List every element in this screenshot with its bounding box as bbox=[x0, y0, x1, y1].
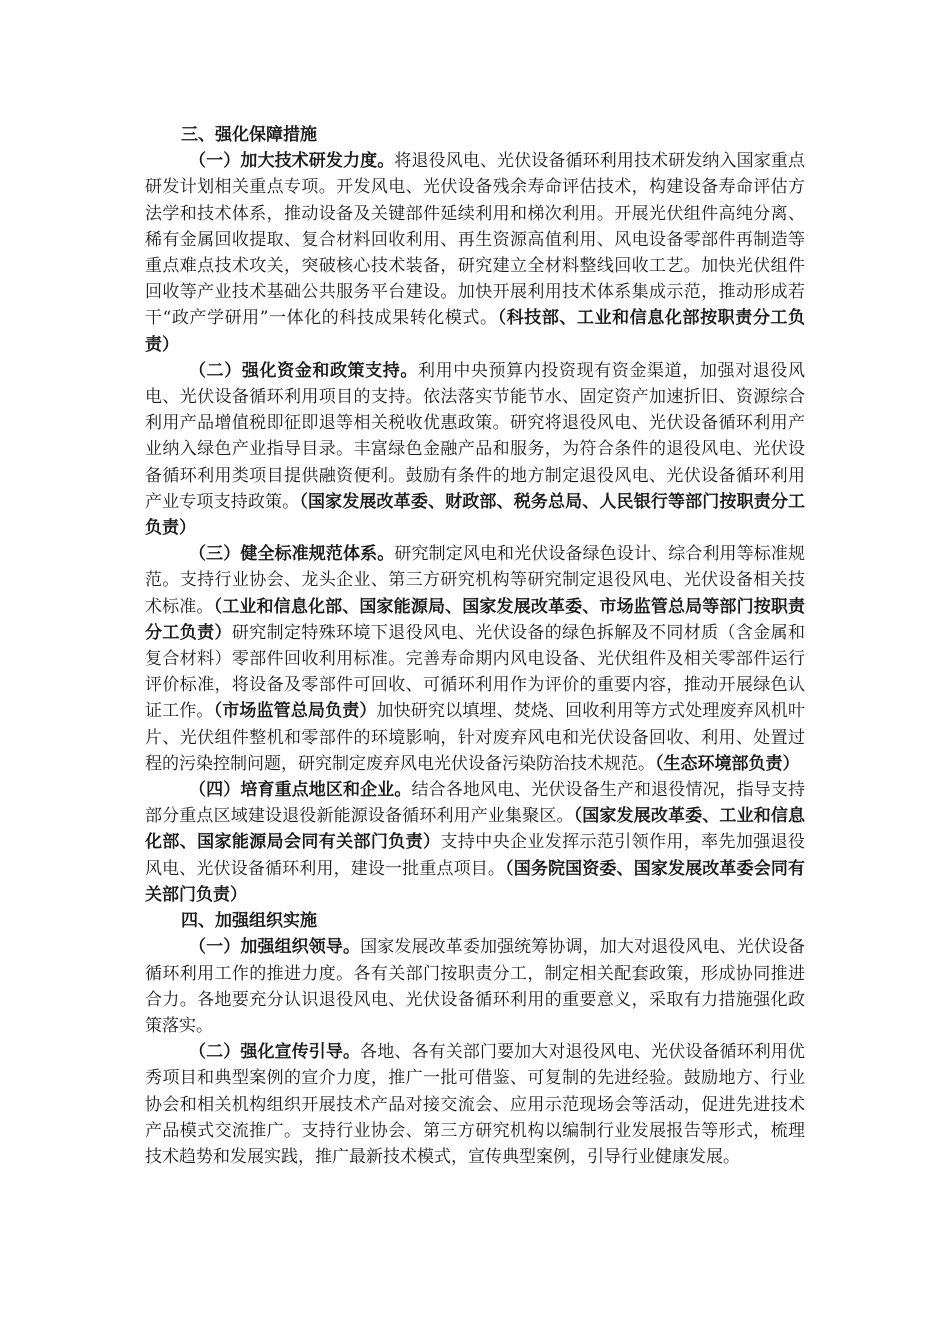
paragraph-lead: （一）加强组织领导。 bbox=[189, 937, 361, 958]
section-heading-3: 三、强化保障措施 bbox=[181, 125, 317, 145]
paragraph-publicity bbox=[145, 1039, 805, 1170]
paragraph-text: 支持中央企业发挥示范引领作用，率先加强退役风电、光伏设备循环利用，建设一批重点项目。 bbox=[145, 832, 806, 879]
paragraph-text: 研究制定风电和光伏设备绿色设计、综合利用等标准规范。支持行业协会、龙头企业、第三方研究机构等研究制定退役风电、光伏设备相关技术标准。 bbox=[145, 544, 806, 617]
paragraph-text: 加快研究以填埋、焚烧、回收利用等方式处理废弃风机叶片、光伏组件整机和零部件的环境影响，针对废弃风电和光伏设备回收、利用、处置过程的污染控制问题，研究制定废弃风电光伏设备污染防治技术规范。 bbox=[145, 701, 806, 774]
paragraph-text: 将退役风电、光伏设备循环利用技术研发纳入国家重点研发计划相关重点专项。开发风电、光伏设备残余寿命评估技术，构建设备寿命评估方法学和技术体系，推动设备及关键部件延续利用和梯次利用。开展光伏组件高纯分离、稀有金属回收提取、复合材料回收利用、再生资源高值利用、风电设备零部件再制造等重点难点技术攻关，突破核心技术装备，研究建立全材料整线回收工艺。加快光伏组件回收等产业技术基础公共服务平台建设。加快开展利用技术体系集成示范，推动形成若干“政产学研用”一体化的科技成果转化模式。 bbox=[145, 151, 806, 329]
paragraph-lead: （二）强化宣传引导。 bbox=[189, 1042, 361, 1063]
paragraph-key-regions bbox=[145, 777, 805, 908]
paragraph-text: 结合各地风电、光伏设备生产和退役情况，指导支持部分重点区域建设退役新能源设备循环利用产业集聚区。 bbox=[145, 780, 806, 827]
paragraph-lead: （二）强化资金和政策支持。 bbox=[189, 360, 419, 381]
paragraph-standards bbox=[145, 541, 805, 777]
paragraph-organization bbox=[145, 934, 805, 1039]
paragraph-lead: （一）加大技术研发力度。 bbox=[189, 151, 395, 172]
section-heading-4: 四、加强组织实施 bbox=[181, 911, 317, 932]
responsibility-note: （国家发展改革委、工业和信息化部、国家能源局会同有关部门负责） bbox=[145, 806, 806, 853]
responsibility-note: （国家发展改革委、财政部、税务总局、人民银行等部门按职责分工负责） bbox=[145, 491, 806, 539]
paragraph-tech-rd bbox=[145, 148, 805, 358]
paragraph-text: 各地、各有关部门要加大对退役风电、光伏设备循环利用优秀项目和典型案例的宣介力度，推广一批可借鉴、可复制的先进经验。鼓励地方、行业协会和相关机构组织开展技术产品对接交流会、应用示范现场会等活动，促进先进技术产品模式交流推广。支持行业协会、第三方研究机构以编制行业发展报告等形式，梳理技术趋势和发展实践，推广最新技术模式，宣传典型案例，引导行业健康发展。 bbox=[145, 1042, 806, 1167]
paragraph-lead: （四）培育重点地区和企业。 bbox=[189, 780, 412, 801]
paragraph-funding bbox=[145, 358, 805, 541]
responsibility-note: （市场监管总局负责） bbox=[213, 701, 377, 722]
paragraph-text: 利用中央预算内投资现有资金渠道，加强对退役风电、光伏设备循环利用项目的支持。依法落实节能节水、固定资产加速折旧、资源综合利用产品增值税即征即退等相关税收优惠政策。研究将退役风电、光伏设备循环利用产业纳入绿色产业指导目录。丰富绿色金融产品和服务，为符合条件的退役风电、光伏设备循环利用类项目提供融资便利。鼓励有条件的地方制定退役风电、光伏设备循环利用产业专项支持政策。 bbox=[145, 360, 806, 512]
responsibility-note: （科技部、工业和信息化部按职责分工负责） bbox=[145, 308, 805, 355]
paragraph-text: 国家发展改革委加强统筹协调，加大对退役风电、光伏设备循环利用工作的推进力度。各有关部门按职责分工，制定相关配套政策，形成协同推进合力。各地要充分认识退役风电、光伏设备循环利用的重要意义，采取有力措施强化政策落实。 bbox=[145, 937, 806, 1036]
document-body bbox=[145, 122, 805, 1170]
responsibility-note: （国务院国资委、国家发展改革委会同有关部门负责） bbox=[145, 858, 806, 905]
paragraph-lead: （三）健全标准规范体系。 bbox=[189, 544, 395, 565]
responsibility-note: （工业和信息化部、国家能源局、国家发展改革委、市场监管总局等部门按职责分工负责） bbox=[145, 596, 806, 643]
responsibility-note: （生态环境部负责） bbox=[655, 753, 800, 774]
paragraph-text: 研究制定特殊环境下退役风电、光伏设备的绿色拆解及不同材质（含金属和复合材料）零部件回收利用标准。完善寿命期内风电设备、光伏组件及相关零部件运行评价标准，将设备及零部件可回收、可循环利用作为评价的重要内容，推动开展绿色认证工作。 bbox=[145, 622, 806, 722]
